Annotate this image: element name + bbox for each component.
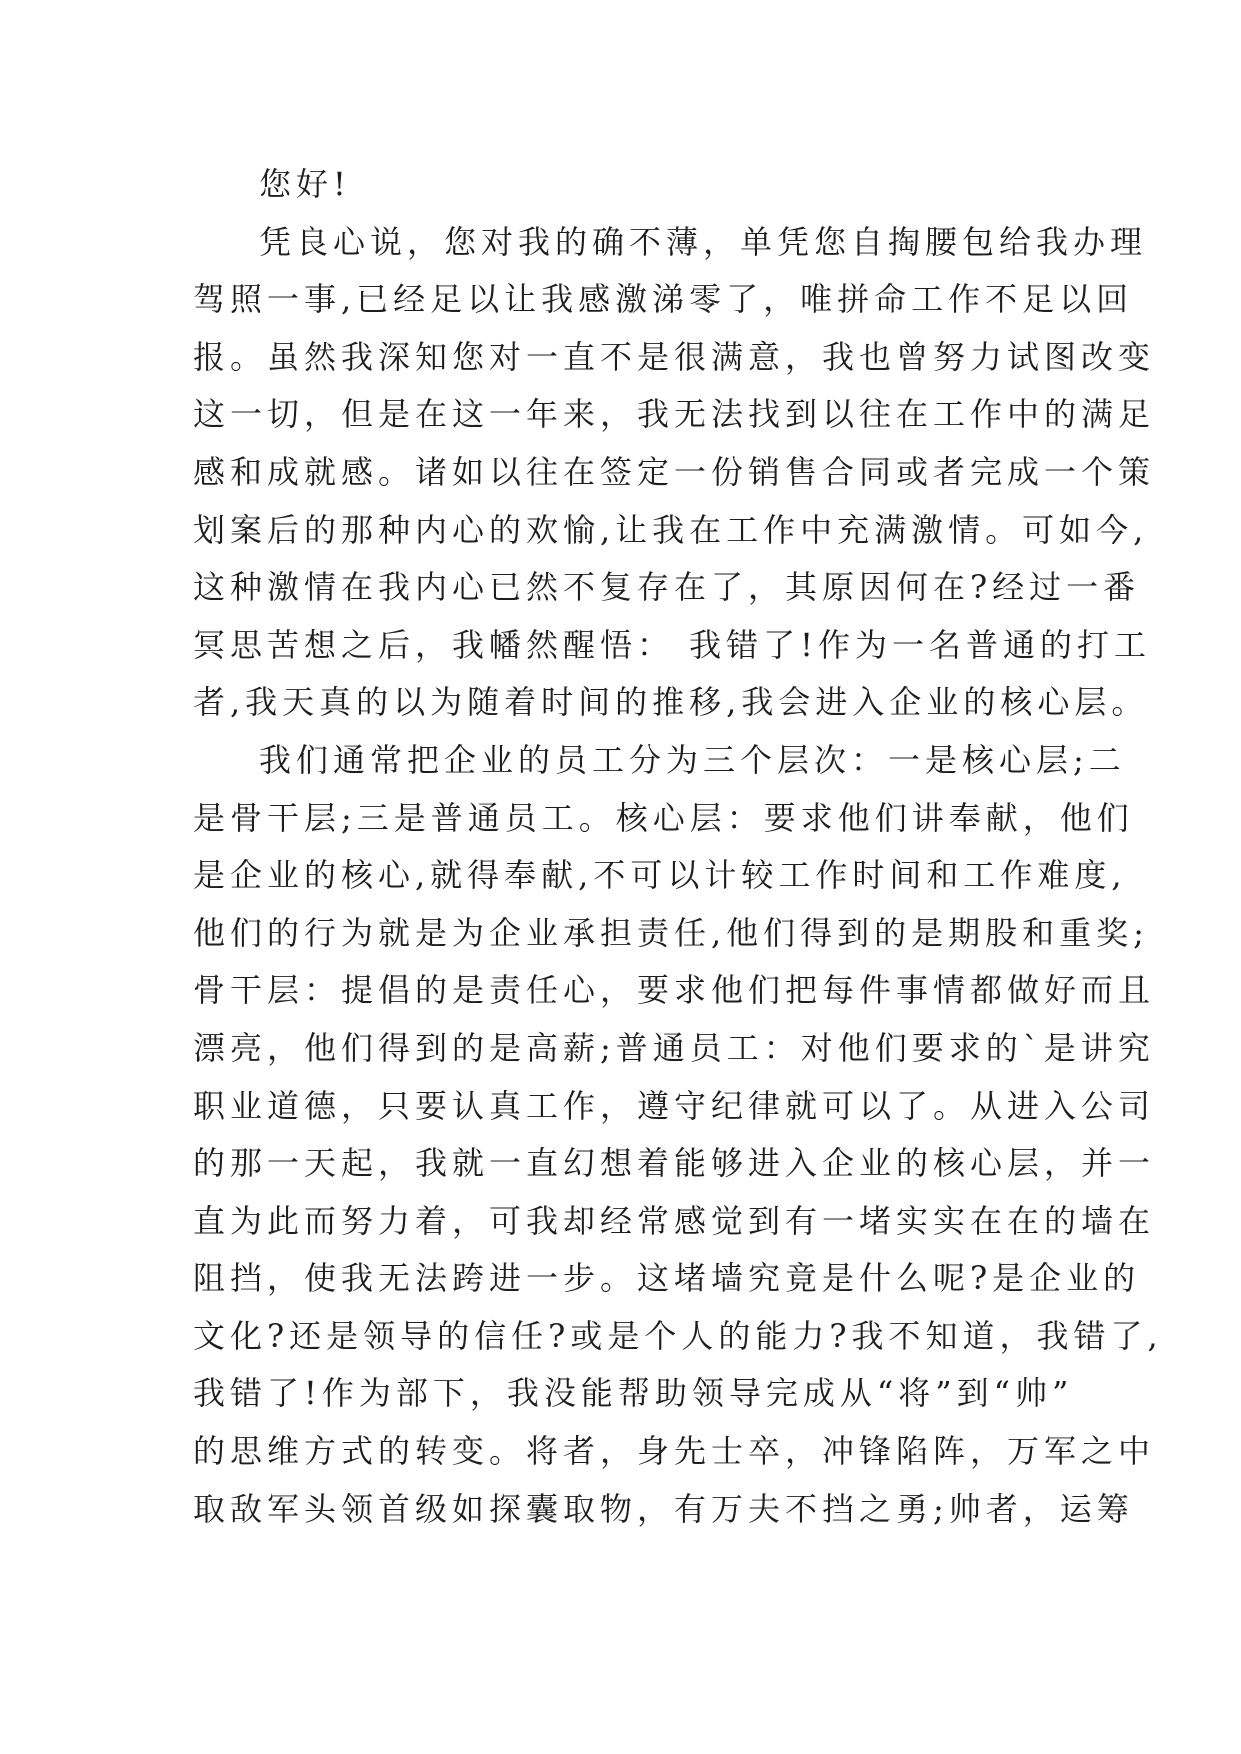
paragraph-2-line-12: 我错了!作为部下，我没能帮助领导完成从“将”到“帅”: [193, 1374, 1074, 1413]
paragraph-1-line-3: 报。虽然我深知您对一直不是很满意，我也曾努力试图改变: [193, 337, 1156, 376]
letter-body: [193, 156, 1163, 1538]
paragraph-2-line-2: 是骨干层;三是普通员工。核心层：要求他们讲奉献，他们: [193, 798, 1134, 837]
paragraph-2-line-1: 我们通常把企业的员工分为三个层次：一是核心层;二: [259, 740, 1126, 779]
paragraph-2-line-13: 的思维方式的转变。将者，身先士卒，冲锋陷阵，万军之中: [193, 1432, 1156, 1471]
paragraph-1-line-8: 冥思苦想之后，我幡然醒悟： 我错了!作为一名普通的打工: [193, 625, 1152, 664]
paragraph-2-line-9: 直为此而努力着，可我却经常感觉到有一堵实实在在的墙在: [193, 1201, 1156, 1240]
paragraph-2-line-10: 阻挡，使我无法跨进一步。这堵墙究竟是什么呢?是企业的: [193, 1259, 1141, 1298]
paragraph-2-line-7: 职业道德，只要认真工作，遵守纪律就可以了。从进入公司: [193, 1086, 1156, 1125]
paragraph-2-line-6: 漂亮，他们得到的是高薪;普通员工：对他们要求的`是讲究: [193, 1028, 1155, 1067]
paragraph-1-line-2: 驾照一事,已经足以让我感激涕零了，唯拼命工作不足以回: [193, 280, 1134, 319]
paragraph-1-line-4: 这一切，但是在这一年来，我无法找到以往在工作中的满足: [193, 395, 1156, 434]
paragraph-2-line-11: 文化?还是领导的信任?或是个人的能力?我不知道，我错了,: [193, 1316, 1163, 1355]
paragraph-2-line-14: 取敌军头领首级如探囊取物，有万夫不挡之勇;帅者，运筹: [193, 1489, 1134, 1528]
paragraph-1-line-7: 这种激情在我内心已然不复存在了，其原因何在?经过一番: [193, 568, 1141, 607]
paragraph-2-line-5: 骨干层：提倡的是责任心，要求他们把每件事情都做好而且: [193, 971, 1156, 1010]
greeting-line: 您好!: [259, 165, 351, 203]
paragraph-2-line-3: 是企业的核心,就得奉献,不可以计较工作时间和工作难度,: [193, 856, 1127, 895]
paragraph-1-line-5: 感和成就感。诸如以往在签定一份销售合同或者完成一个策: [193, 452, 1156, 491]
paragraph-1-line-1: 凭良心说，您对我的确不薄，单凭您自掏腰包给我办理: [259, 222, 1148, 261]
paragraph-1-line-9: 者,我天真的以为随着时间的推移,我会进入企业的核心层。: [193, 683, 1149, 722]
paragraph-2-line-8: 的那一天起，我就一直幻想着能够进入企业的核心层，并一: [193, 1144, 1156, 1183]
paragraph-2-line-4: 他们的行为就是为企业承担责任,他们得到的是期股和重奖;: [193, 913, 1149, 952]
paragraph-1-line-6: 划案后的那种内心的欢愉,让我在工作中充满激情。可如今,: [193, 510, 1149, 549]
